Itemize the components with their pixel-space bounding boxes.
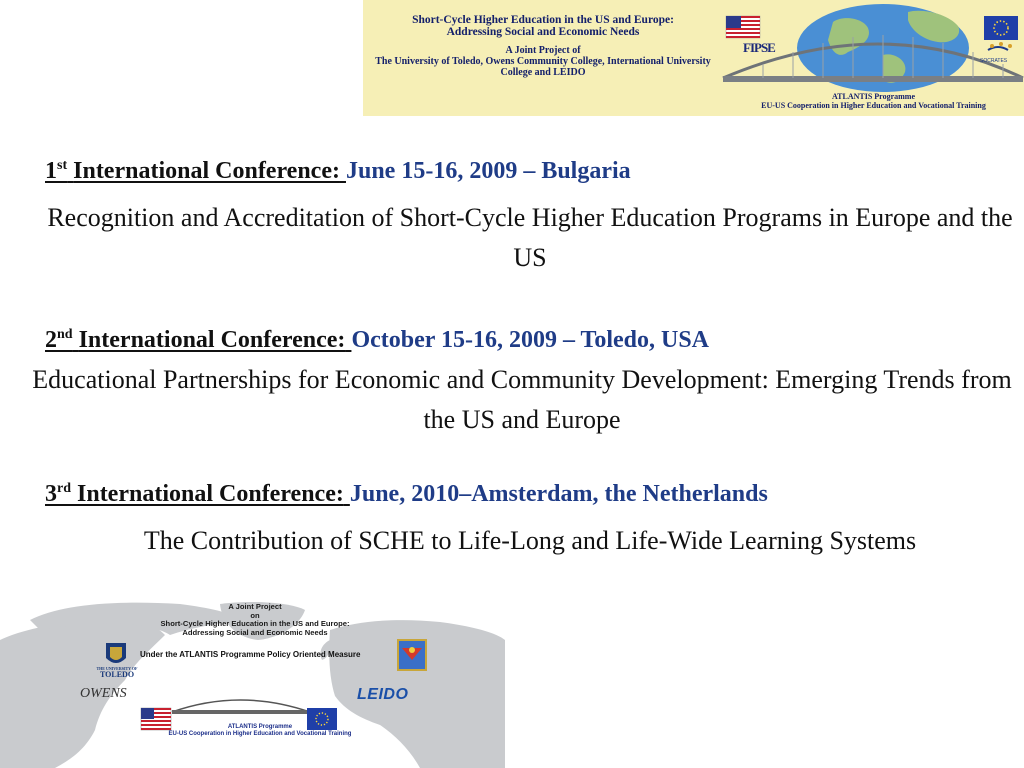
toledo-shield-icon [106,643,126,663]
toledo-logo: THE UNIVERSITY OF TOLEDO [96,666,138,679]
conference-label: 2nd International Conference: [45,327,346,353]
map-title-line: Short-Cycle Higher Education in the US and Europe: [160,619,350,628]
conference-date: October 15-16, 2009 – Toledo, USA [351,327,710,353]
banner-programme-caption [723,92,1024,110]
owens-logo: OWENS [80,686,127,701]
conference-1-heading [45,157,631,185]
banner-title-block [363,14,723,78]
header-banner [363,0,1024,116]
us-flag-icon [726,16,760,38]
conference-date: June 15-16, 2009 – Bulgaria [345,158,631,184]
map-title-line: Addressing Social and Economic Needs [182,627,328,637]
map-programme-name: ATLANTIS Programme [227,724,293,730]
conference-date: June, 2010–Amsterdam, the Netherlands [349,481,768,507]
map-title-line: A Joint Project [228,602,282,611]
programme-subtitle: EU-US Cooperation in Higher Education and Vocational Training [761,101,986,110]
leido-logo: LEIDO [357,686,409,703]
map-project-title [140,603,370,637]
banner-project-line: A Joint Project of [505,45,581,56]
map-measure-text: Under the ATLANTIS Programme Policy Oriented Measure [140,650,361,659]
socrates-label: SOCRATES [980,58,1008,64]
conference-1-description: Recognition and Accreditation of Short-Cycle Higher Education Programs in Europe and the US [47,203,1013,272]
map-programme-caption [140,724,380,738]
banner-project-line: The University of Toledo, Owens Community College, International University [375,56,711,67]
map-programme-subtitle: EU-US Cooperation in Higher Education and Vocational Training [168,731,352,737]
map-title-line: on [250,610,260,620]
banner-project-line: College and LEIDO [500,67,586,78]
socrates-logo-icon [988,42,1012,50]
conference-2-heading [45,326,709,354]
eu-flag-icon [984,16,1018,40]
fipse-logo: FIPSE [743,40,775,55]
programme-name: ATLANTIS Programme [831,92,916,101]
banner-title-line: Short-Cycle Higher Education in the US and Europe: [412,14,674,26]
conference-label: 1st International Conference: [45,158,340,184]
atlantis-map-graphic [0,600,505,768]
conference-3-heading [45,480,768,508]
conference-3-description: The Contribution of SCHE to Life-Long and Life-Wide Learning Systems [143,526,917,555]
conference-label: 3rd International Conference: [45,481,344,507]
conference-2-description: Educational Partnerships for Economic and Community Development: Emerging Trends from the US and Europe [32,365,1012,434]
banner-title-line: Addressing Social and Economic Needs [446,26,640,38]
